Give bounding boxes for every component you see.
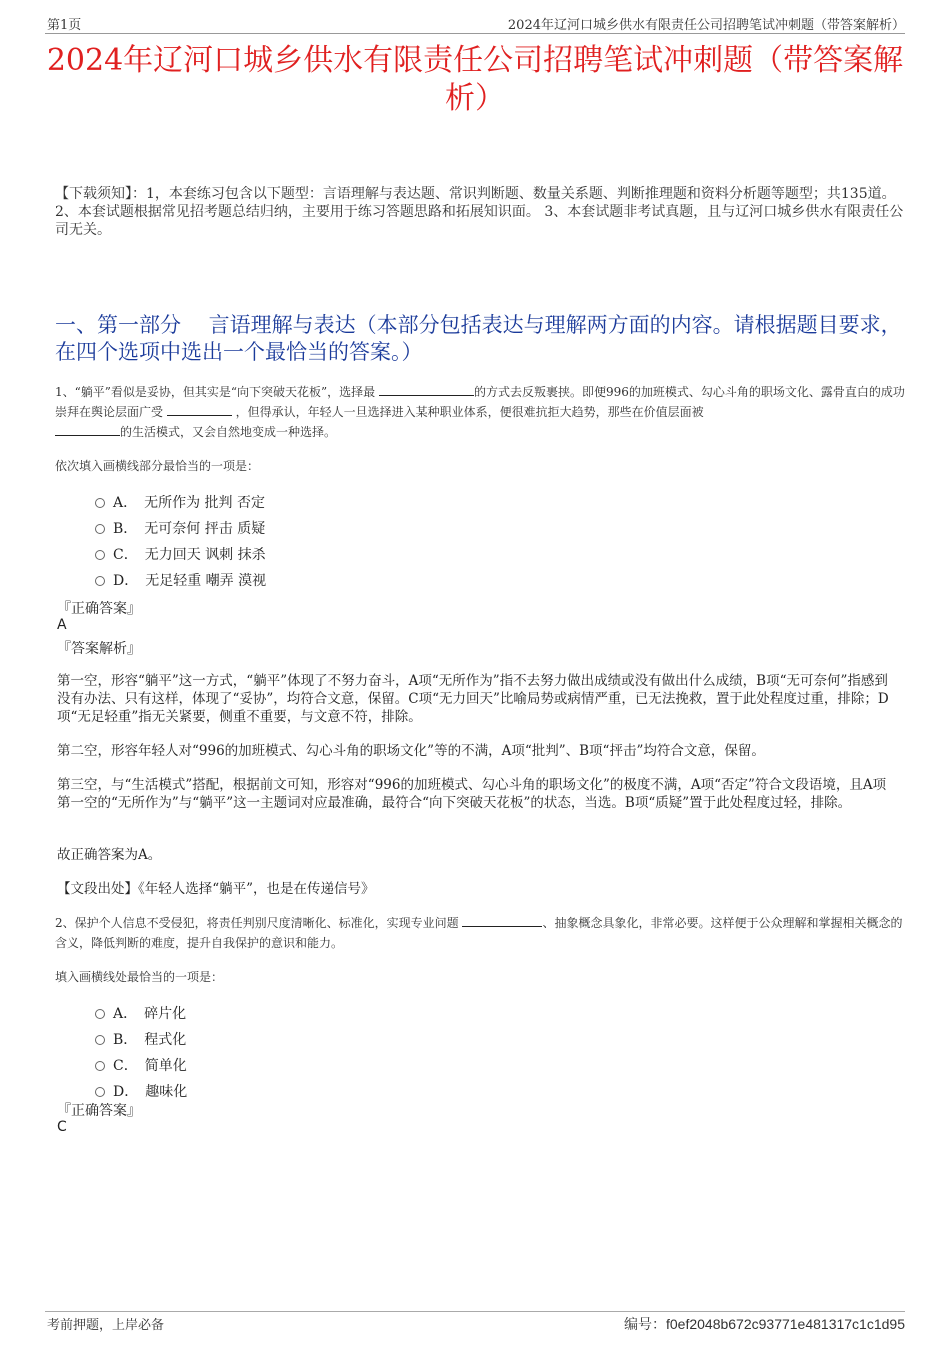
q1-source: 【文段出处】《年轻人选择“躺平”，也是在传递信号》 — [57, 881, 375, 897]
q1-option-c[interactable] — [95, 544, 266, 564]
blank — [379, 383, 474, 396]
option-label: C． 无力回天 讽刺 抹杀 — [113, 547, 266, 563]
radio-icon[interactable] — [95, 498, 105, 508]
option-label: B． 程式化 — [113, 1032, 187, 1048]
q1-text: 1、“躺平”看似是妥协，但其实是“向下突破天花板”，选择最 — [55, 385, 376, 399]
q2-option-a[interactable] — [95, 1003, 186, 1023]
q2-option-c[interactable] — [95, 1055, 187, 1075]
q2-text: 2、保护个人信息不受侵犯，将责任判别尺度清晰化、标准化，实现专业问题 — [55, 916, 459, 930]
option-label: C． 简单化 — [113, 1058, 187, 1074]
q1-text: ，但得承认，年轻人一旦选择进入某种职业体系，便很难抗拒大趋势，那些在价值层面被 — [235, 405, 704, 419]
q1-answer: A — [57, 617, 67, 633]
radio-icon[interactable] — [95, 1087, 105, 1097]
page-number: 第1页 — [47, 18, 82, 33]
q1-analysis-label: 『答案解析』 — [57, 641, 141, 657]
q1-option-a[interactable] — [95, 492, 265, 512]
document-code: 编号：f0ef2048b672c93771e481317c1c1d95 — [623, 1316, 905, 1332]
option-label: A． 碎片化 — [113, 1006, 187, 1022]
q1-conclusion: 故正确答案为A。 — [57, 847, 162, 863]
section-heading: 一、第一部分 言语理解与表达（本部分包括表达与理解两方面的内容。请根据题目要求，在四个选项中选出一个最恰当的答案。） — [55, 313, 902, 364]
footer-slogan: 考前押题，上岸必备 — [47, 1318, 165, 1333]
q1-analysis-2: 第二空，形容年轻人对“996的加班模式、勾心斗角的职场文化”等的不满，A项“批判”、B项“抨击”均符合文意，保留。 — [57, 743, 765, 759]
option-label: A． 无所作为 批判 否定 — [113, 495, 266, 511]
document-title: 2024年辽河口城乡供水有限责任公司招聘笔试冲刺题（带答案解析） — [46, 43, 904, 116]
radio-icon[interactable] — [95, 1035, 105, 1045]
header-doc-title: 2024年辽河口城乡供水有限责任公司招聘笔试冲刺题（带答案解析） — [507, 18, 905, 33]
q1-analysis-1: 第一空，形容“躺平”这一方式，“躺平”体现了不努力奋斗，A项“无所作为”指不去努力做出成绩或没有做出什么成绩，B项“无可奈何”指感到没有办法、只有这样，体现了“妥协”，均符合文意，保留。C项“无力回天”比喻局势或病情严重，已无法挽救，置于此处程度过重，排除；D项“无足轻重”指无关紧要，侧重不重要，与文意不符，排除。 — [57, 673, 889, 725]
q2-option-b[interactable] — [95, 1029, 186, 1049]
radio-icon[interactable] — [95, 524, 105, 534]
q1-prompt: 依次填入画横线部分最恰当的一项是： — [55, 459, 260, 473]
q2-answer-label: 『正确答案』 — [57, 1103, 141, 1119]
q2-option-d[interactable] — [95, 1081, 187, 1101]
radio-icon[interactable] — [95, 1009, 105, 1019]
option-label: D． 趣味化 — [113, 1084, 188, 1100]
blank — [55, 423, 120, 436]
q1-answer-label: 『正确答案』 — [57, 601, 141, 617]
q2-prompt: 填入画横线处最恰当的一项是： — [55, 970, 224, 984]
header-divider — [45, 33, 905, 34]
option-label: D． 无足轻重 嘲弄 漠视 — [113, 573, 267, 589]
option-label: B． 无可奈何 抨击 质疑 — [113, 521, 266, 537]
blank — [462, 914, 542, 927]
blank — [167, 403, 232, 416]
question-2 — [55, 913, 905, 953]
radio-icon[interactable] — [95, 1061, 105, 1071]
q1-text: 的生活模式，又会自然地变成一种选择。 — [120, 425, 337, 439]
q2-answer: C — [57, 1119, 67, 1135]
question-1 — [55, 382, 905, 442]
radio-icon[interactable] — [95, 550, 105, 560]
q1-analysis-3: 第三空，与“生活模式”搭配，根据前文可知，形容对“996的加班模式、勾心斗角的职场文化”的极度不满，A项“否定”符合文段语境，且A项第一空的“无所作为”与“躺平”这一主题词对应最准确，最符合“向下突破天花板”的状态，当选。B项“质疑”置于此处程度过轻，排除。 — [57, 777, 887, 811]
q1-text: 的方式去反叛裹挟。即便996的加班模式、勾心斗角的职场文化、露骨直白的成功崇拜在舆论层面广受 — [55, 385, 905, 419]
radio-icon[interactable] — [95, 576, 105, 586]
download-notice: 【下载须知】：1，本套练习包含以下题型：言语理解与表达题、常识判断题、数量关系题、判断推理题和资料分析题等题型；共135道。 2、本套试题根据常见招考题总结归纳，主要用于练习答题思路和拓展知识面。 3、本套试题非考试真题，且与辽河口城乡供水有限责任公司无关。 — [55, 186, 904, 238]
q2-text: 、抽象概念具象化，非常必要。这样便于公众理解和掌握相关概念的含义，降低判断的难度，提升自我保护的意识和能力。 — [55, 916, 903, 950]
q1-option-b[interactable] — [95, 518, 265, 538]
footer-divider — [45, 1311, 905, 1312]
q1-option-d[interactable] — [95, 570, 266, 590]
